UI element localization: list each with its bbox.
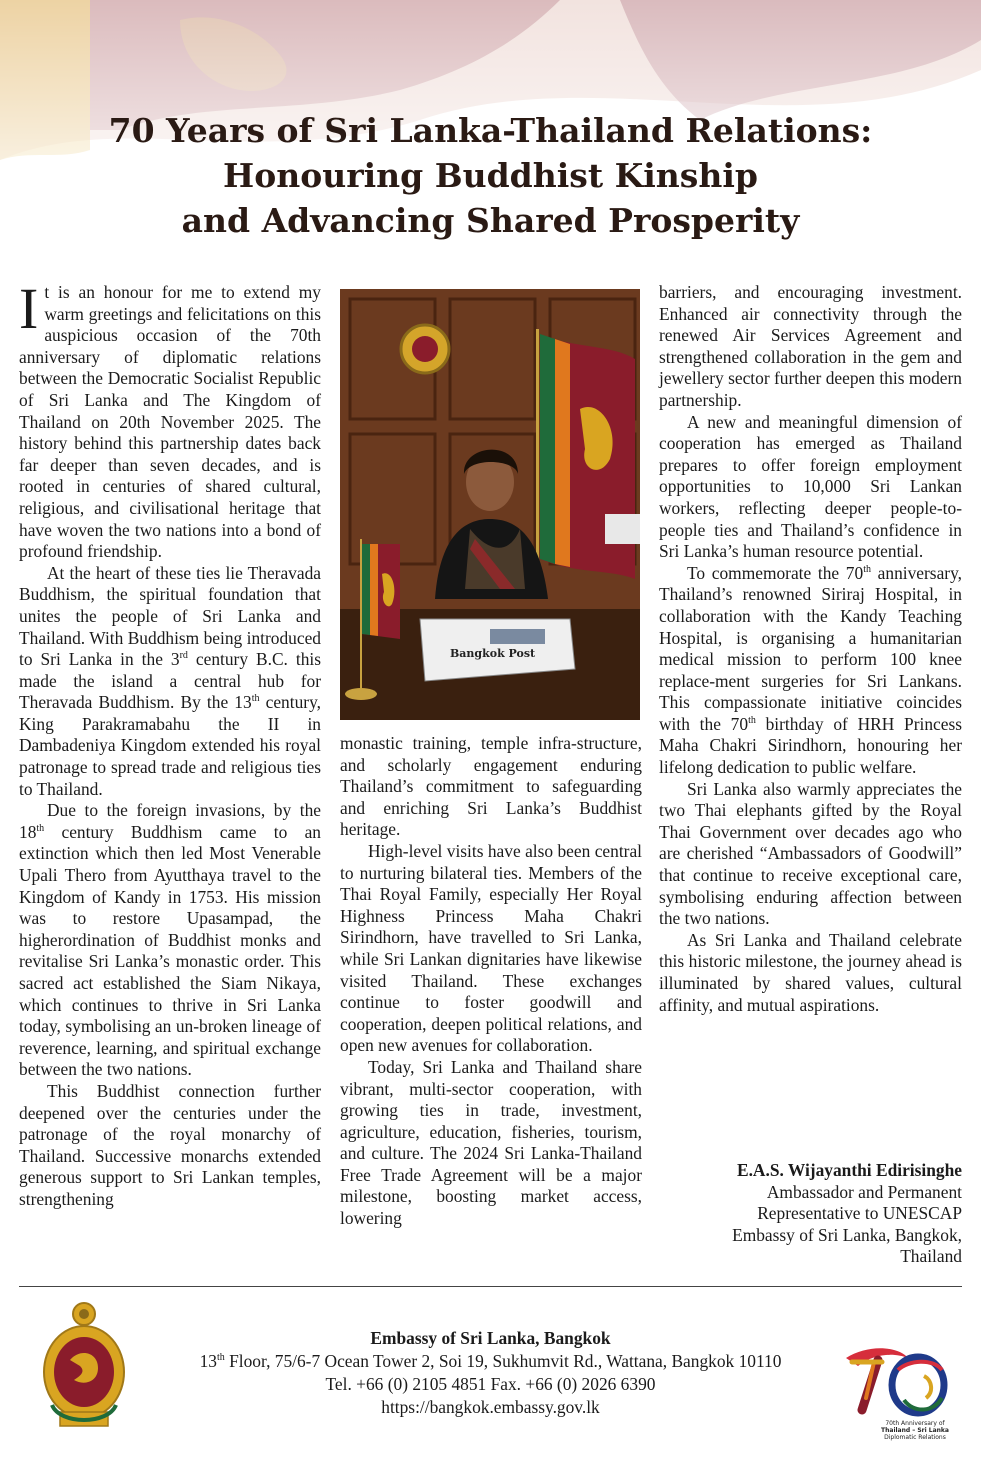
paragraph-6-continued: barriers, and encouraging investment. Enhanced air connectivity through the renewed Air Services Agreement and strengthened collaboration in the gem and jewellery sector further deepen this modern partnership. xyxy=(659,282,962,410)
signatory-title-2: Representative to UNESCAP xyxy=(757,1203,962,1224)
headline-line-1: 70 Years of Sri Lanka-Thailand Relations: xyxy=(108,111,873,150)
paragraph-9: Sri Lanka also warmly appreciates the two Thai elephants gifted by the Royal Thai Government over decades ago who are cherished “Ambassadors of Goodwill” that continue to receive exceptional care, symbolising enduring affection between the two nations. xyxy=(659,778,962,929)
paragraph-1 xyxy=(19,276,321,563)
paragraph-4: This Buddhist connection further deepened over the centuries under the patronage of the royal monarchy of Thailand. Successive monarchs extended generous support to Sri Lankan temples, strengthening xyxy=(19,1080,321,1209)
anniversary-line-1: 70th Anniversary of xyxy=(885,1420,945,1427)
headline-line-3: and Advancing Shared Prosperity xyxy=(181,201,800,240)
signatory-name: E.A.S. Wijayanthi Edirisinghe xyxy=(736,1160,962,1180)
ambassador-photo xyxy=(340,289,640,720)
drop-cap: I xyxy=(19,276,39,341)
article-column-right xyxy=(659,282,962,1016)
paragraph-3-text-a: Due to the foreign invasions, by the 18 xyxy=(19,800,321,842)
paragraph-8 xyxy=(659,563,962,779)
paragraph-2 xyxy=(19,563,321,801)
paragraph-2-text-b: century B.C. this made the island a central hub for Theravada Buddhism. By the 13 xyxy=(19,649,321,713)
paragraph-10: As Sri Lanka and Thailand celebrate this historic milestone, the journey ahead is illuminated by shared values, cultural affinity, and mutual aspirations. xyxy=(659,929,962,1015)
newspaper-name: Bangkok Post xyxy=(450,647,536,660)
footer-address-rest: Floor, 75/6-7 Ocean Tower 2, Soi 19, Sukhumvit Rd., Wattana, Bangkok 10110 xyxy=(224,1351,782,1371)
signatory-title-4: Thailand xyxy=(900,1246,962,1267)
paragraph-2-text-a: At the heart of these ties lie Theravada Buddhism, the spiritual foundation that unites the people of Sri Lanka and Thailand. With Buddhism being introduced to Sri Lanka in the 3 xyxy=(19,562,321,670)
footer-title: Embassy of Sri Lanka, Bangkok xyxy=(370,1328,611,1348)
superscript: rd xyxy=(179,650,188,662)
paragraph-4-continued: monastic training, temple infra-structure, and scholarly engagement enduring Thailand’s commitment to safeguarding and enriching Sri Lanka’s Buddhist heritage. xyxy=(340,733,642,840)
footer-divider xyxy=(19,1286,962,1287)
article-column-left xyxy=(19,276,321,1211)
anniversary-line-3: Diplomatic Relations xyxy=(884,1434,946,1441)
signatory-title-3: Embassy of Sri Lanka, Bangkok, xyxy=(732,1224,962,1245)
superscript: th xyxy=(36,823,45,835)
anniversary-line-2: Thailand – Sri Lanka xyxy=(881,1427,949,1434)
footer-website-link[interactable]: https://bangkok.embassy.gov.lk xyxy=(381,1397,600,1417)
anniversary-logo-text xyxy=(870,1420,960,1441)
paragraph-7: A new and meaningful dimension of cooperation has emerged as Thailand prepares to offer foreign employment opportunities to 10,000 Sri Lankan workers, reflecting deeper people-to-people ties and Thailand’s confidence in Sri Lanka’s human resource potential. xyxy=(659,411,962,562)
superscript: th xyxy=(251,693,260,705)
article-headline xyxy=(0,108,981,243)
signatory-title-1: Ambassador and Permanent xyxy=(766,1181,962,1202)
footer-address-floor: 13 xyxy=(199,1351,217,1371)
article-column-middle xyxy=(340,733,642,1230)
paragraph-8-text-c: birthday of HRH Princess Maha Chakri Sirindhorn, honouring her lifelong dedication to public welfare. xyxy=(659,713,963,778)
paragraph-2-text-c: century, King Parakramabahu the II in Dambadeniya Kingdom extended his royal patronage to spread trade and religious ties to Thailand. xyxy=(19,692,321,799)
paragraph-8-text-a: To commemorate the 70 xyxy=(687,562,864,583)
paragraph-8-text-b: anniversary, Thailand’s renowned Siriraj Hospital, in collaboration with the Kandy Teaching Hospital, is organising a humanitarian medical mission to perform 100 knee replace-ment surgeries for Sri Lankans. This compassionate initiative coincides with the 70 xyxy=(659,562,962,734)
footer-address xyxy=(0,1350,981,1373)
paragraph-5: High-level visits have also been central to nurturing bilateral ties. Members of the Thai Royal Family, especially Her Royal Highness Princess Maha Chakri Sirindhorn, have travelled to Sri Lanka, while Sri Lankan dignitaries have likewise visited Thailand. These exchanges continue to foster goodwill and cooperation, deepen political relations, and open new avenues for collaboration. xyxy=(340,840,642,1056)
signature-block xyxy=(662,1160,962,1268)
ambassador-photo-illustration xyxy=(340,289,640,720)
superscript: th xyxy=(216,1352,225,1364)
footer-contact xyxy=(0,1327,981,1419)
footer-phone-fax: Tel. +66 (0) 2105 4851 Fax. +66 (0) 2026 6390 xyxy=(325,1374,656,1394)
paragraph-3 xyxy=(19,800,321,1081)
headline-line-2: Honouring Buddhist Kinship xyxy=(223,156,758,195)
superscript: th xyxy=(863,563,871,575)
paragraph-6: Today, Sri Lanka and Thailand share vibrant, multi-sector cooperation, with growing ties in trade, investment, agriculture, education, fisheries, tourism, and culture. The 2024 Sri Lanka-Thailand Free Trade Agreement will be a major milestone, boosting market access, lowering xyxy=(340,1056,642,1229)
superscript: th xyxy=(748,715,756,727)
paragraph-1-text: t is an honour for me to extend my warm greetings and felicitations on this auspicious occasion of the 70th anniversary of diplomatic relations between the Democratic Socialist Republic of Sri Lanka and The Kingdom of Thailand on 20th November 2025. The history behind this partnership dates back far deeper than seven decades, and is rooted in centuries of shared cultural, religious, and civilisational heritage that have woven the two nations into a bond of profound friendship. xyxy=(19,282,321,562)
paragraph-3-text-b: century Buddhism came to an extinction which then led Most Venerable Upali Thero from Ayutthaya travel to the Kingdom of Kandy in 1753. His mission was to restore Upasampad, the higherordination of Buddhist monks and revitalise Sri Lanka’s monastic order. This sacred act established the Siam Nikaya, which continues to thrive in Sri Lanka today, symbolising an un-broken lineage of reverence, learning, and spiritual exchange between the two nations. xyxy=(19,821,321,1080)
